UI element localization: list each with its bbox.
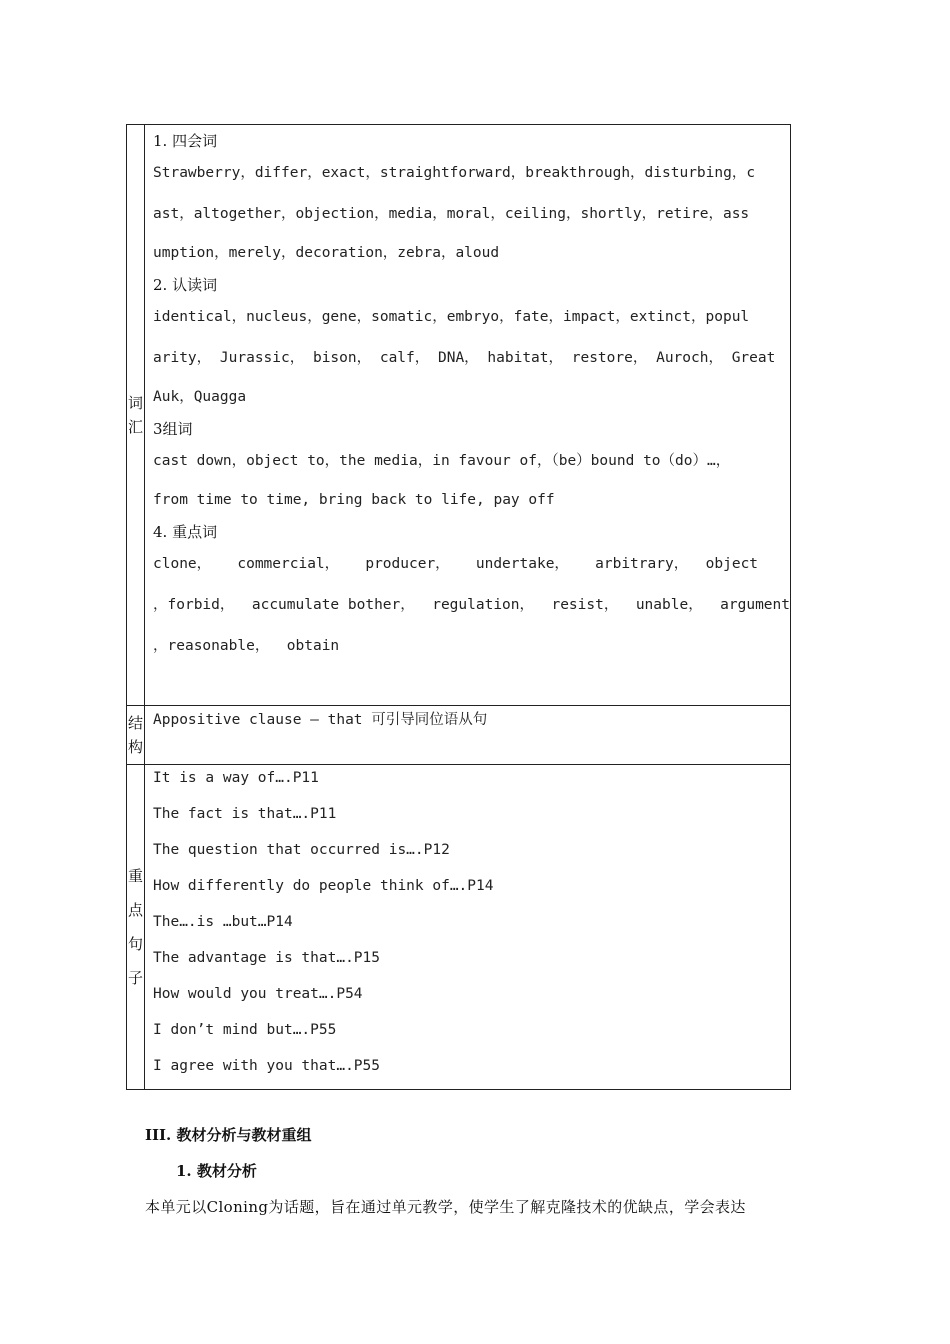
sentence-item: It is a way of….P11 xyxy=(153,770,319,786)
vocab-section-1-title: 1. 四会词 xyxy=(153,132,218,150)
lesson-table xyxy=(126,124,791,1090)
sentence-item: I agree with you that….P55 xyxy=(153,1058,380,1074)
vocab-row xyxy=(127,125,791,706)
vocab-section-2-line-2: arity， Jurassic， bison， calf， DNA， habitat， restore， Auroch， Great xyxy=(153,350,776,366)
section-body-text: 本单元以Cloning为话题，旨在通过单元教学，使学生了解克隆技术的优缺点，学会表达 xyxy=(145,1198,746,1216)
structure-label-char-2: 构 xyxy=(128,738,144,756)
vocab-section-2-line-1: identical，nucleus，gene，somatic，embryo，fate，impact，extinct，popul xyxy=(153,309,750,325)
structure-label-char-1: 结 xyxy=(128,714,144,732)
vocab-section-1-line-2: ast，altogether，objection，media，moral，ceiling，shortly，retire，ass xyxy=(153,206,750,222)
sentence-item: The….is …but…P14 xyxy=(153,914,293,930)
vocab-section-4-line-1: clone， commercial， producer， undertake， arbitrary， object xyxy=(153,556,759,572)
vocab-section-3-title: 3组词 xyxy=(153,420,193,438)
sentences-label xyxy=(127,765,145,1090)
structure-label xyxy=(127,706,145,765)
section-heading: III. 教材分析与教材重组 xyxy=(145,1126,312,1144)
structure-content xyxy=(145,706,791,765)
vocab-section-2-line-3: Auk，Quagga xyxy=(153,389,247,405)
structure-text: Appositive clause — that 可引导同位语从句 xyxy=(153,712,488,728)
vocab-section-3-line-1: cast down，object to，the media，in favour of，（be）bound to（do）…， xyxy=(153,453,731,469)
vocab-section-1-line-3: umption，merely，decoration，zebra，aloud xyxy=(153,245,500,261)
sentence-item: The fact is that….P11 xyxy=(153,806,337,822)
sentence-item: The question that occurred is….P12 xyxy=(153,842,450,858)
sentences-label-char-1: 重 xyxy=(128,867,144,885)
vocab-section-4-line-2: ，forbid， accumulate bother， regulation， resist， unable， argument xyxy=(153,597,790,613)
sentence-item: The advantage is that….P15 xyxy=(153,950,380,966)
vocab-content xyxy=(145,125,791,706)
sentence-item: How differently do people think of….P14 xyxy=(153,878,494,894)
vocab-section-2-title: 2. 认读词 xyxy=(153,276,218,294)
sentences-content xyxy=(145,765,791,1090)
vocab-label-char-2: 汇 xyxy=(128,418,144,436)
structure-row xyxy=(127,706,791,765)
vocab-section-4-title: 4. 重点词 xyxy=(153,523,218,541)
section-subheading: 1. 教材分析 xyxy=(176,1162,257,1180)
sentences-label-char-4: 子 xyxy=(128,969,144,987)
vocab-label xyxy=(127,125,145,706)
sentences-label-char-2: 点 xyxy=(128,901,144,919)
sentences-row xyxy=(127,765,791,1090)
vocab-section-1-line-1: Strawberry，differ，exact，straightforward，breakthrough，disturbing，c xyxy=(153,165,756,181)
vocab-section-3-line-2: from time to time, bring back to life, pay off xyxy=(153,492,555,508)
vocab-label-char-1: 词 xyxy=(128,394,144,412)
sentence-item: I don’t mind but….P55 xyxy=(153,1022,337,1038)
sentence-item: How would you treat….P54 xyxy=(153,986,363,1002)
vocab-section-4-line-3: ，reasonable， obtain xyxy=(153,638,340,654)
sentences-label-char-3: 句 xyxy=(128,935,144,953)
